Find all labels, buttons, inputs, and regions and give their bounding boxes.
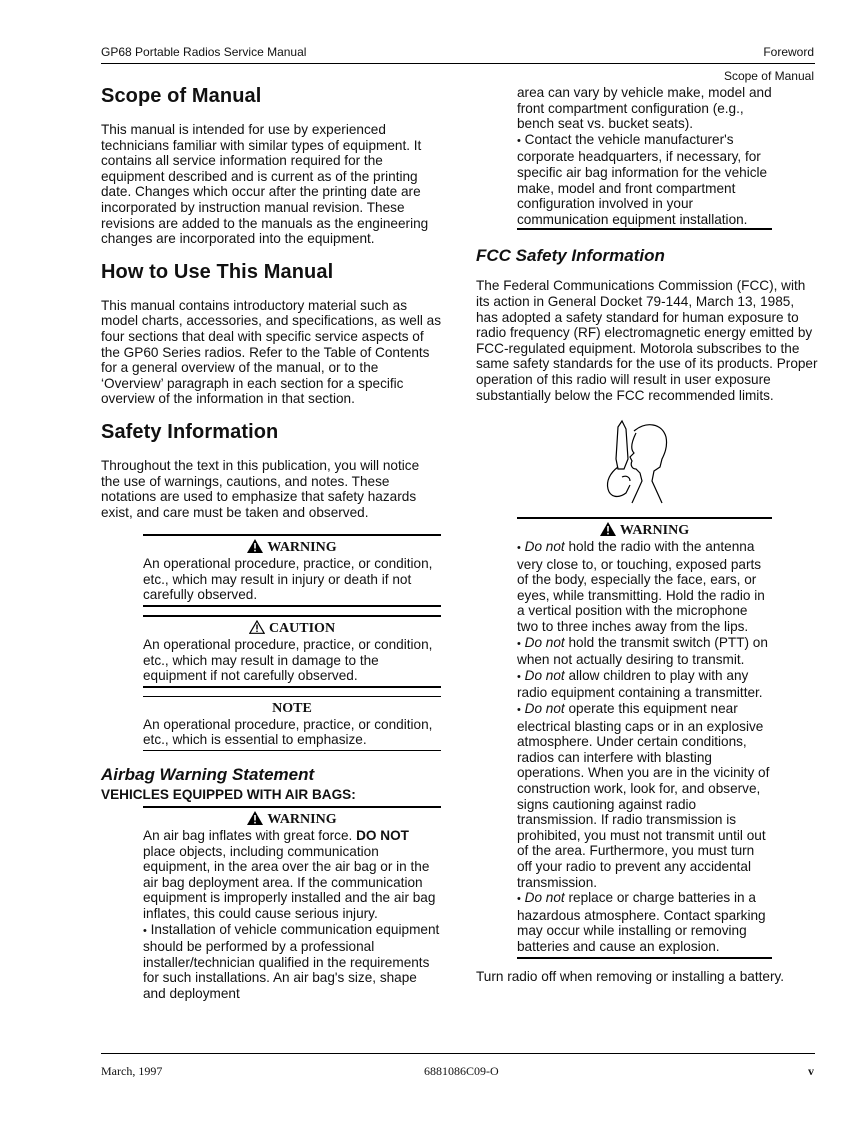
airbag-continued: area can vary by vehicle make, model and front compartment configuration (e.g., bench seat vs. bucket seats). <box>517 85 772 132</box>
airbag-warning-box <box>143 806 441 1002</box>
airbag-warning-title: WARNING <box>267 812 337 828</box>
fcc-text: The Federal Communications Commission (FCC), with its action in General Docket 79-144, March 13, 1985, has adopted a safety standard for human exposure to radio frequency (RF) electromagnetic energy emitted by FCC-regulated equipment. Motorola subscribes to the same safety standards for the use of its products. Proper operation of this radio will result in user exposure substantially below the FCC recommended limits. <box>476 278 818 403</box>
caution-text: An operational procedure, practice, or condition, etc., which may result in damage to the equipment if not carefully observed. <box>143 637 433 684</box>
caution-title: CAUTION <box>268 621 336 637</box>
airbag-paragraph-2: • Installation of vehicle communication equipment should be performed by a professional installer/technician qualified in the requirements for such installations. An air bag's size, shape and deployment <box>143 921 440 1001</box>
airbag-warning-triangle-icon <box>247 811 263 825</box>
header-title: GP68 Portable Radios Service Manual <box>101 45 307 59</box>
header-subsection: Scope of Manual <box>723 69 814 83</box>
fcc-warning-triangle-icon <box>600 522 616 536</box>
footer-rule <box>101 1053 815 1054</box>
fcc-warning-title: WARNING <box>619 523 690 539</box>
note-title: NOTE <box>272 700 312 716</box>
howto-heading: How to Use This Manual <box>101 260 334 283</box>
safety-heading: Safety Information <box>101 420 279 443</box>
warning-box <box>143 534 441 607</box>
header-section: Foreword <box>763 45 814 59</box>
warning-item: • Do not operate this equipment near electrical blasting caps or in an explosive atmosphere. Under certain conditions, radios can interfere with blasting operations. When you are in the vicinity of construction work, look for, and observe, signs cautioning against radio transmission. If radio transmission is prohibited, you must not transmit until out of the area. Furthermore, you must turn off your radio to prevent any accidental transmission. <box>517 701 770 890</box>
warning-text: An operational procedure, practice, or condition, etc., which may result in injury or death if not carefully observed. <box>143 556 433 603</box>
scope-heading: Scope of Manual <box>101 85 262 107</box>
airbag-heading: Airbag Warning Statement <box>101 765 315 785</box>
airbag-paragraph-1: An air bag inflates with great force. DO NOT place objects, including communication equipment, in the area over the air bag or in the air bag deployment area. If the communication equipment is improperly installed and the air bag inflates, this could cause serious injury. <box>143 828 436 921</box>
fcc-warning-box <box>517 517 772 958</box>
warning-item: • Do not hold the transmit switch (PTT) on when not actually desiring to transmit. <box>517 634 768 668</box>
page-number: v <box>808 1064 814 1078</box>
scope-text: This manual is intended for use by experienced technicians familiar with similar types of equipment. It contains all service information required for the equipment described and is current as of the printing date. Changes which occur after the printing date are incorporated by instruction manual revision. These revisions are added to the manuals as the engineering changes are incorporated into the equipment. <box>101 122 429 247</box>
header-rule <box>101 63 815 64</box>
airbag-paragraph-3: • Contact the vehicle manufacturer's corporate headquarters, if necessary, for specific air bag information for the vehicle make, model and front compartment configuration involved in your communication equipment installation. <box>517 132 772 231</box>
warning-triangle-icon <box>247 539 263 553</box>
right-column <box>476 85 818 984</box>
warning-item: • Do not hold the radio with the antenna very close to, or touching, exposed parts of the body, especially the face, ears, or eyes, while transmitting. Hold the radio in a vertical position with the microphone two to three inches away from the lips. <box>517 539 765 635</box>
fcc-heading: FCC Safety Information <box>476 246 665 266</box>
warning-item: • Do not replace or charge batteries in a hazardous atmosphere. Contact sparking may occur while installing or removing batteries and cause an explosion. <box>517 890 766 954</box>
airbag-subheading: VEHICLES EQUIPPED WITH AIR BAGS: <box>101 787 356 803</box>
note-box <box>143 696 441 751</box>
footer-part-number: 6881086C09-O <box>424 1064 499 1078</box>
caution-triangle-icon <box>249 620 265 634</box>
warning-title: WARNING <box>267 540 337 556</box>
final-note: Turn radio off when removing or installing a battery. <box>476 968 785 984</box>
note-text: An operational procedure, practice, or condition, etc., which is essential to emphasize. <box>143 716 433 748</box>
caution-box <box>143 615 441 688</box>
safety-text: Throughout the text in this publication, you will notice the use of warnings, cautions, and notes. These notations are used to emphasize that safety hazards exist, and care must be taken and observed. <box>101 457 420 520</box>
person-with-radio-illustration <box>596 419 676 504</box>
left-column <box>101 85 441 1002</box>
footer-date: March, 1997 <box>101 1064 163 1078</box>
warning-item: • Do not allow children to play with any radio equipment containing a transmitter. <box>517 667 763 701</box>
howto-text: This manual contains introductory material such as model charts, accessories, and specifications, as well as four sections that deal with specific service aspects of the GP60 Series radios. Refer to the Table of Contents for a general overview of the manual, or to the ‘Overview’ paragraph in each section for a specific overview of the information in that section. <box>101 297 441 407</box>
